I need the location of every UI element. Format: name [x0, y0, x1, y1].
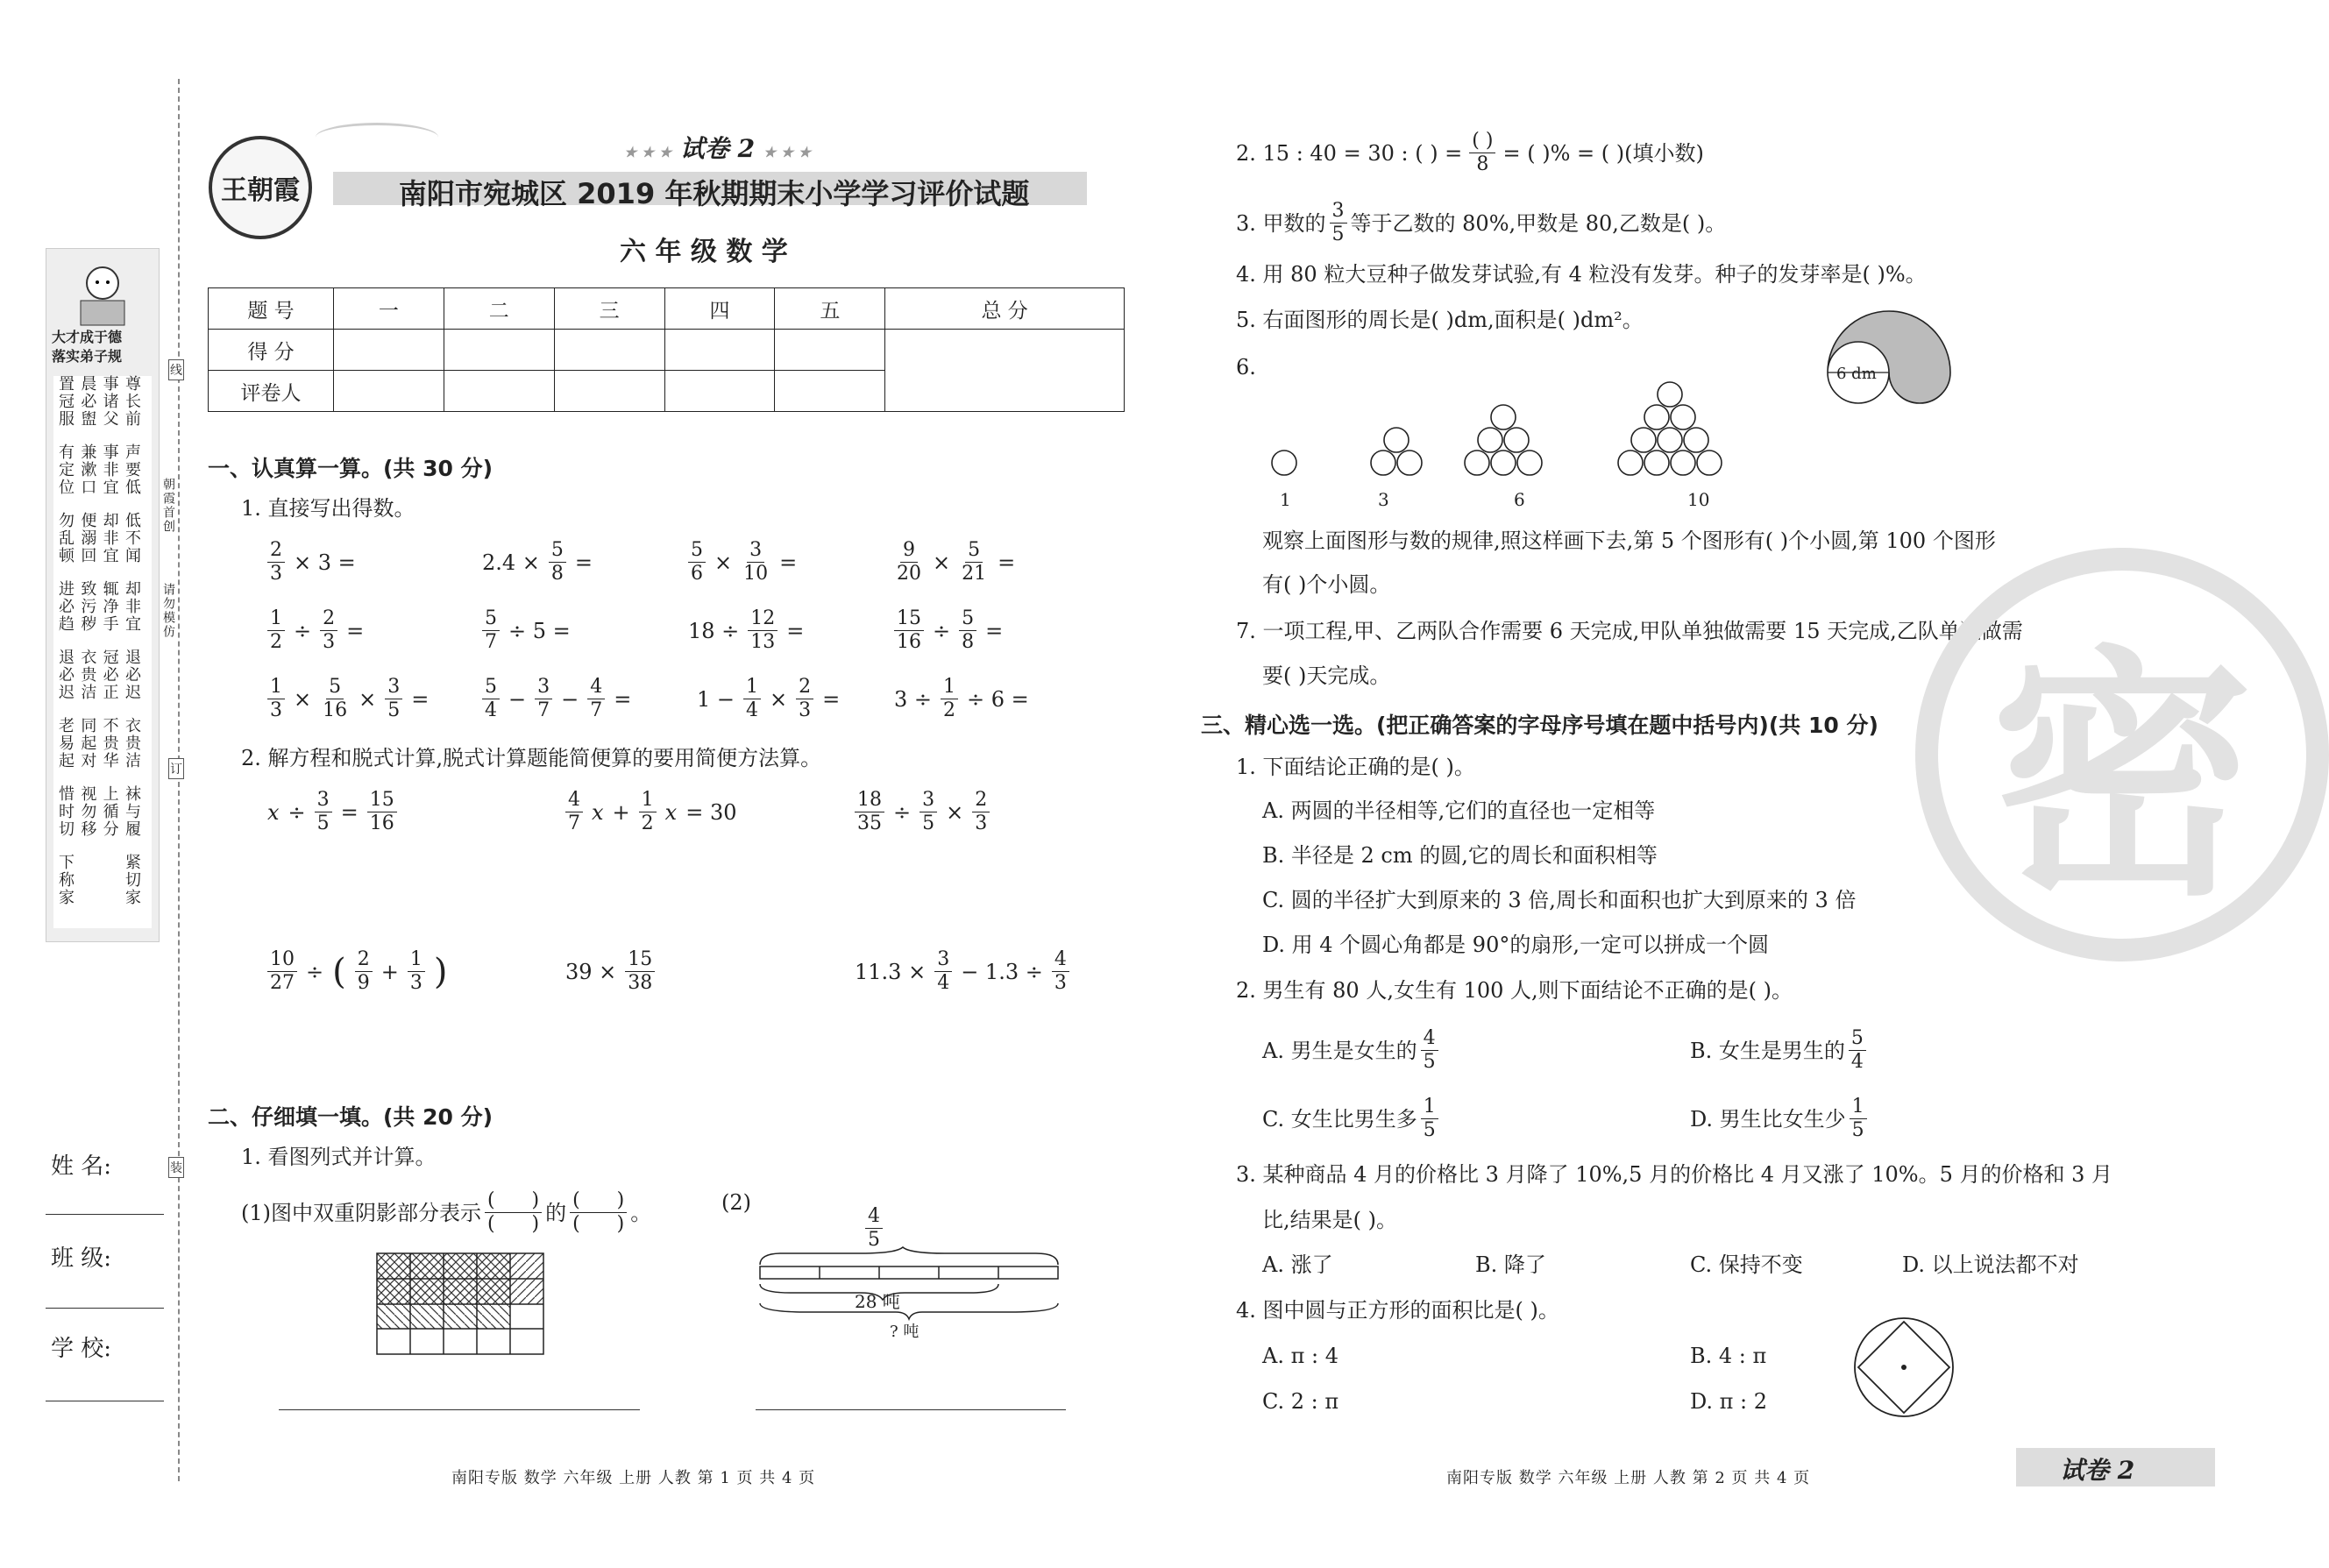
motto-column: 下称家 [56, 854, 75, 906]
brand-name: 王朝霞 [221, 175, 300, 206]
equation-item: x ÷ $\frac{3}{5}$ = $\frac{15}{16}$ [267, 789, 397, 835]
motto-column: 衣贵洁 [122, 717, 141, 770]
motto-column: 冠必正 [100, 649, 119, 701]
bar-label: 28 吨 [855, 1291, 900, 1312]
motto-column: 退必迟 [56, 649, 75, 701]
part3-heading: 三、精心选一选。(把正确答案的字母序号填在题中括号内)(共 10 分) [1201, 713, 1878, 738]
option-text: D. 男生比女生少 [1690, 1106, 1846, 1132]
calc-item: 3 ÷ $\frac{1}{2}$ ÷ 6 = [894, 676, 1029, 721]
motto-block [54, 854, 142, 906]
calc-item: $\frac{1}{3}$ × $\frac{5}{16}$ × $\frac{3}{5}$ = [267, 676, 429, 722]
score-header: 总 分 [885, 288, 1125, 330]
q3-den: 5 [1331, 223, 1345, 245]
part2-q7-text1: 7. 一项工程,甲、乙两队合作需要 6 天完成,甲队单独做需要 15 天完成,乙队单独做需 [1236, 619, 2023, 643]
calc-item: $\frac{9}{20}$ × $\frac{5}{21}$ = [897, 539, 1016, 585]
bar-fraction-den: 5 [868, 1229, 880, 1251]
pattern-count: 1 [1280, 489, 1291, 510]
q3-text-a: 3. 甲数的 [1236, 210, 1326, 236]
score-row-label: 评卷人 [209, 371, 334, 412]
score-header: 四 [664, 288, 775, 330]
school-label: 学 校: [51, 1336, 112, 1362]
option[interactable]: A. 涨了 [1262, 1252, 1333, 1277]
motto-block [54, 785, 142, 838]
calc-item: $\frac{15}{16}$ ÷ $\frac{5}{8}$ = [894, 607, 1003, 654]
q2-frac-num: ( ) [1469, 130, 1495, 153]
score-header: 二 [444, 288, 554, 330]
motto-column: 袜与履 [122, 785, 141, 838]
part3-q3-text2: 比,结果是( )。 [1262, 1208, 1397, 1232]
score-cell[interactable] [664, 330, 775, 371]
watermark-text: 密 [1991, 624, 2254, 931]
option[interactable] [1262, 1096, 1438, 1142]
score-cell[interactable] [444, 330, 554, 371]
part2-q1: 1. 看图列式并计算。 [241, 1145, 437, 1169]
motto-column: 低不闻 [122, 512, 141, 564]
motto-column: 却非宜 [122, 580, 141, 633]
option[interactable]: C. 圆的半径扩大到原来的 3 倍,周长和面积也扩大到原来的 3 倍 [1262, 888, 1857, 912]
score-header: 三 [554, 288, 664, 330]
option-num: 1 [1421, 1096, 1438, 1119]
part3-q3-text1: 3. 某种商品 4 月的价格比 3 月降了 10%,5 月的价格比 4 月又涨了 10%。5 月的价格和 3 月 [1236, 1162, 2113, 1187]
pattern-count: 6 [1514, 489, 1525, 510]
q2-frac-den: 8 [1476, 153, 1489, 175]
option-text: C. 女生比男生多 [1262, 1106, 1417, 1132]
paper-tag: ★ ★ ★ 试卷 2 ★ ★ ★ [624, 134, 812, 163]
part3-q1: 1. 下面结论正确的是( )。 [1236, 755, 1475, 779]
score-header: 五 [775, 288, 885, 330]
seal-mark-3: 装 [168, 1157, 184, 1178]
seal-mark-1: 线 [168, 359, 184, 380]
equation-item: $\frac{4}{7}$ x + $\frac{1}{2}$ x = 30 [565, 789, 736, 835]
option[interactable]: D. 用 4 个圆心角都是 90°的扇形,一定可以拼成一个圆 [1262, 933, 1769, 957]
equation-item: 11.3 × $\frac{3}{4}$ − 1.3 ÷ $\frac{4}{3}$ [855, 948, 1069, 995]
motto-block [54, 512, 142, 564]
motto-block [54, 375, 142, 428]
motto-column: 进必趋 [56, 580, 75, 633]
option[interactable]: A. π : 4 [1262, 1344, 1338, 1368]
ribbon [316, 123, 438, 152]
option-text: A. 男生是女生的 [1262, 1038, 1417, 1063]
score-table [208, 287, 1125, 412]
option-text: B. 女生是男生的 [1690, 1038, 1845, 1063]
footer-right: 南阳专版 数学 六年级 上册 人教 第 2 页 共 4 页 [1446, 1469, 1811, 1487]
option[interactable]: A. 两圆的半径相等,它们的直径也一定相等 [1262, 798, 1656, 823]
motto-column: 致污秽 [78, 580, 97, 633]
motto-column: 却非宜 [100, 512, 119, 564]
option-den: 5 [1851, 1119, 1864, 1141]
part2-q2 [1236, 130, 1704, 176]
footer-left: 南阳专版 数学 六年级 上册 人教 第 1 页 共 4 页 [451, 1469, 816, 1487]
corner-tag: 试卷 2 [2060, 1456, 2135, 1485]
part2-q1-2: (2) [721, 1190, 751, 1215]
score-cell[interactable] [554, 330, 664, 371]
triangle-circle-pattern [1262, 364, 1788, 482]
score-row-label: 得 分 [209, 330, 334, 371]
calc-item: $\frac{5}{4}$ − $\frac{3}{7}$ − $\frac{4}{7}$ = [482, 676, 631, 722]
motto-column: 有定位 [56, 443, 75, 496]
motto-column: 同起对 [78, 717, 97, 770]
q5-dimension: 6 dm [1836, 365, 1877, 383]
q1-1-text: (1)图中双重阴影部分表示 [241, 1200, 481, 1225]
motto-column: 紧切家 [123, 854, 141, 906]
part2-q5: 5. 右面图形的周长是( )dm,面积是( )dm²。 [1236, 308, 1644, 332]
part2-q7-text2: 要( )天完成。 [1262, 663, 1391, 688]
part2-q3 [1236, 200, 1726, 246]
calc-item: 1 − $\frac{1}{4}$ × $\frac{2}{3}$ = [697, 676, 841, 721]
part2-q6: 6. [1236, 355, 1256, 380]
answer-line-2[interactable] [756, 1409, 1066, 1410]
motto-block [54, 443, 142, 496]
motto-title-1: 大才成于德 [52, 329, 123, 345]
motto-column: 勿乱顿 [56, 512, 75, 564]
double-shade-grid [377, 1253, 543, 1354]
score-cell[interactable] [775, 330, 885, 371]
motto-block [54, 717, 142, 770]
grader-cell[interactable] [664, 371, 775, 412]
motto-title-2: 落实弟子规 [52, 348, 123, 365]
total-cell[interactable] [885, 330, 1125, 412]
motto-column: 事诸父 [100, 375, 119, 428]
score-header: 题 号 [209, 288, 334, 330]
exam-subtitle: 六 年 级 数 学 [620, 237, 788, 267]
equation-item: $\frac{10}{27}$ ÷ ( $\frac{2}{9}$ + $\frac{1}{3}$ ) [267, 948, 447, 995]
watermark-seal [1915, 548, 2329, 961]
binding-line [178, 79, 180, 1481]
equation-item: $\frac{18}{35}$ ÷ $\frac{3}{5}$ × $\frac{2}{3}$ [855, 789, 990, 835]
motto-column: 惜时切 [56, 785, 75, 838]
calc-item: $\frac{5}{7}$ ÷ 5 = [482, 607, 571, 654]
motto-column: 上循分 [100, 785, 119, 838]
option[interactable]: D. 以上说法都不对 [1902, 1252, 2079, 1277]
calc-item: $\frac{5}{6}$ × $\frac{3}{10}$ = [688, 539, 797, 585]
motto-column: 辄净手 [100, 580, 119, 633]
q2-text-b: = ( )% = ( )(填小数) [1502, 140, 1704, 166]
motto-column: 退必迟 [122, 649, 141, 701]
bar-fraction-num: 4 [865, 1205, 883, 1229]
part2-q1-1: (1)图中双重阴影部分表示 $\frac{( )}{( )}$ 的 $\frac{( )}{( )}$ 。 [241, 1189, 652, 1235]
motto-column: 兼漱口 [78, 443, 97, 496]
motto-column: 置冠服 [56, 375, 75, 428]
part3-q4: 4. 图中圆与正方形的面积比是( )。 [1236, 1298, 1559, 1323]
motto-column: 声要低 [122, 443, 141, 496]
name-line[interactable] [46, 1214, 164, 1215]
name-label: 姓 名: [51, 1153, 112, 1180]
option-den: 4 [1850, 1051, 1864, 1073]
motto-column: 衣贵洁 [78, 649, 97, 701]
motto-column: 视勿移 [78, 785, 97, 838]
grader-cell[interactable] [554, 371, 664, 412]
class-label: 班 级: [51, 1245, 112, 1272]
bar-fraction [865, 1205, 883, 1252]
option[interactable] [1690, 1096, 1867, 1142]
pattern-count: 10 [1687, 489, 1710, 510]
class-line[interactable] [46, 1308, 164, 1309]
option[interactable]: C. 2 : π [1262, 1389, 1339, 1414]
part1-q2: 2. 解方程和脱式计算,脱式计算题能简便算的要用简便方法算。 [241, 746, 822, 770]
grader-cell[interactable] [444, 371, 554, 412]
option-num: 4 [1421, 1027, 1438, 1051]
option[interactable] [1690, 1027, 1866, 1074]
pattern-count: 3 [1378, 489, 1389, 510]
brand-seal [209, 136, 312, 239]
cartoon-figure [63, 261, 142, 331]
calc-item: $\frac{2}{3}$ × 3 = [267, 539, 356, 585]
option[interactable]: B. 半径是 2 cm 的圆,它的周长和面积相等 [1262, 843, 1658, 868]
part1-heading: 一、认真算一算。(共 30 分) [208, 456, 493, 481]
q3-text-b: 等于乙数的 80%,甲数是 80,乙数是( )。 [1350, 210, 1727, 236]
motto-column: 不贵华 [100, 717, 119, 770]
q1-1-of: 的 [545, 1200, 567, 1225]
motto-column: 便溺回 [78, 512, 97, 564]
paper-tag-text: 试卷 2 [679, 134, 756, 163]
option-num: 5 [1849, 1027, 1866, 1051]
part1-q1: 1. 直接写出得数。 [241, 496, 415, 521]
option-num: 1 [1850, 1096, 1867, 1119]
score-header: 一 [334, 288, 444, 330]
motto-column: 尊长前 [122, 375, 141, 428]
motto-column: 晨必盥 [78, 375, 97, 428]
option[interactable]: B. 降了 [1475, 1252, 1546, 1277]
part2-heading: 二、仔细填一填。(共 20 分) [208, 1104, 493, 1130]
equation-item: 39 × $\frac{15}{38}$ [565, 948, 655, 995]
calc-item: $\frac{1}{2}$ ÷ $\frac{2}{3}$ = [267, 607, 364, 654]
grader-cell[interactable] [775, 371, 885, 412]
seal-mark-2: 订 [168, 758, 184, 779]
calc-item: 2.4 × $\frac{5}{8}$ = [482, 539, 593, 585]
q2-text-a: 2. 15 : 40 = 30 : ( ) = [1236, 140, 1463, 166]
part2-q4: 4. 用 80 粒大豆种子做发芽试验,有 4 粒没有发芽。种子的发芽率是( )%。 [1236, 262, 1927, 287]
vertical-note-2: 请勿模仿 [161, 583, 175, 639]
score-cell[interactable] [334, 330, 444, 371]
motto-block [54, 580, 142, 633]
option[interactable]: C. 保持不变 [1690, 1252, 1803, 1277]
circle-square-figure [1851, 1315, 1956, 1420]
answer-line-1[interactable] [279, 1409, 640, 1410]
q3-num: 3 [1330, 200, 1347, 223]
motto-block [54, 649, 142, 701]
bar-question: ? 吨 [890, 1323, 920, 1341]
option[interactable]: B. 4 : π [1690, 1344, 1767, 1368]
motto-column: 老易起 [56, 717, 75, 770]
vertical-note-1: 朝霞首创 [161, 478, 175, 534]
option-den: 5 [1423, 1051, 1436, 1073]
part2-q6-text2: 有( )个小圆。 [1262, 572, 1391, 597]
part2-q6-text1: 观察上面图形与数的规律,照这样画下去,第 5 个图形有( )个小圆,第 100 个图形 [1262, 529, 1996, 553]
motto-column: 事非宜 [100, 443, 119, 496]
option[interactable]: D. π : 2 [1690, 1389, 1768, 1414]
option[interactable] [1262, 1027, 1438, 1074]
part3-q2: 2. 男生有 80 人,女生有 100 人,则下面结论不正确的是( )。 [1236, 978, 1793, 1003]
q1-1-end: 。 [630, 1200, 652, 1225]
grader-cell[interactable] [334, 371, 444, 412]
exam-title: 南阳市宛城区 2019 年秋期期末小学学习评价试题 [399, 177, 1030, 210]
option-den: 5 [1423, 1119, 1436, 1141]
calc-item: 18 ÷ $\frac{12}{13}$ = [688, 607, 805, 653]
segment-bar-diagram [756, 1249, 1062, 1319]
